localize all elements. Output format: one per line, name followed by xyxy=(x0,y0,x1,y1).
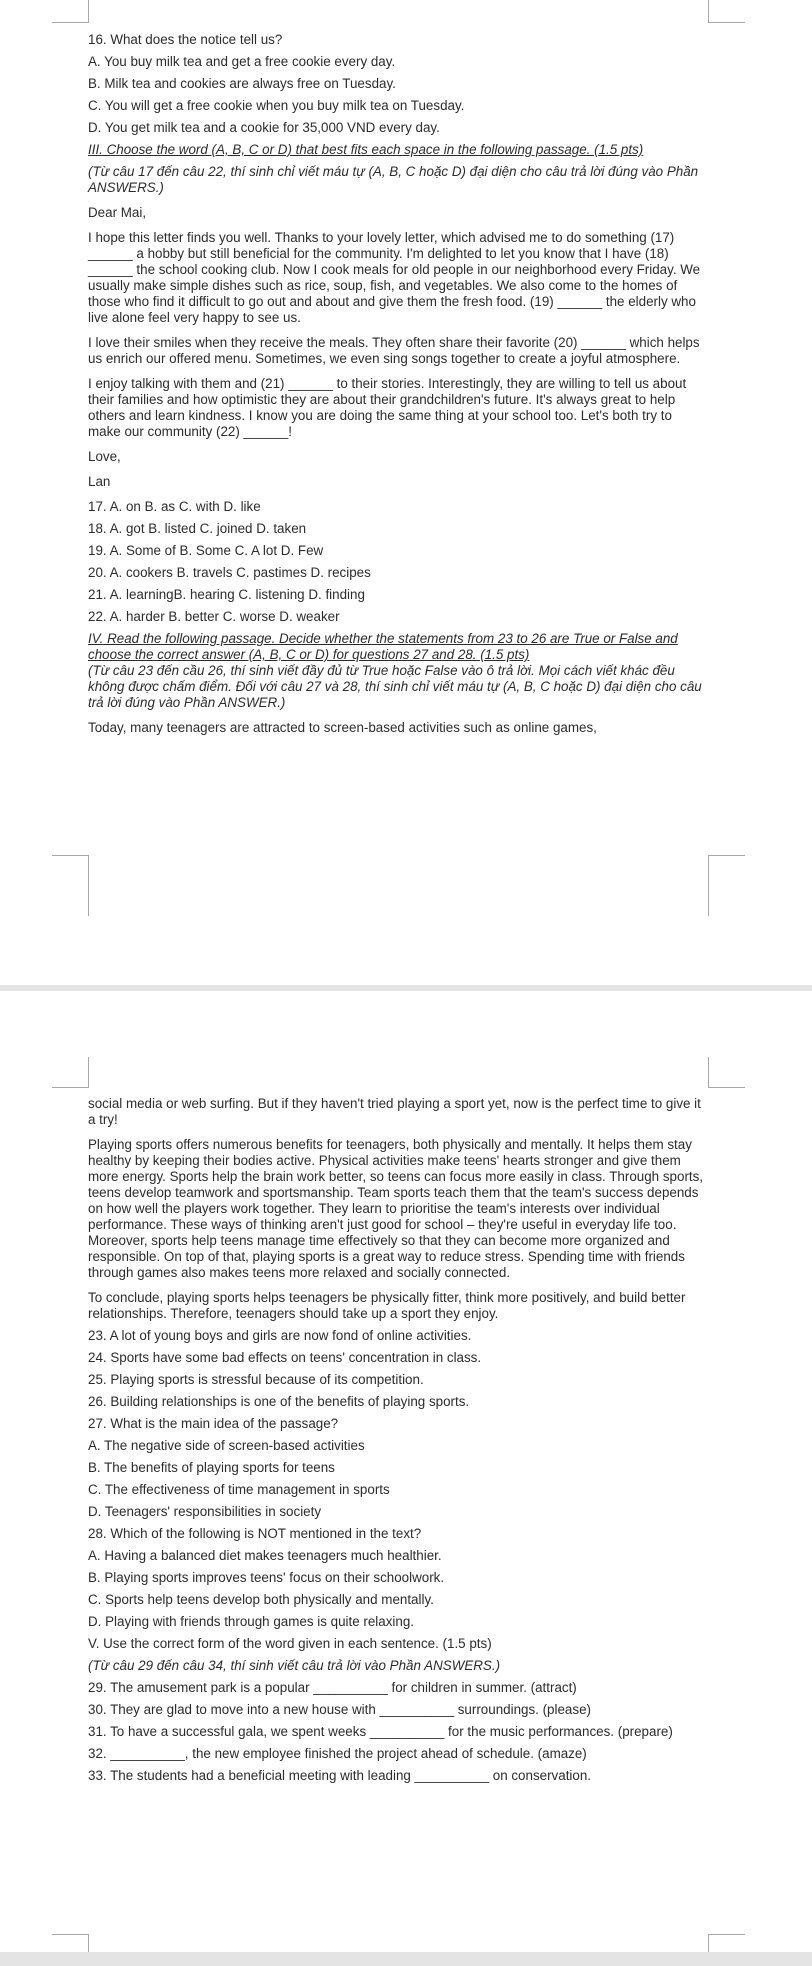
section-5-instruction: (Từ câu 29 đến câu 34, thí sinh viết câu trả lời vào Phần ANSWERS.) xyxy=(88,1658,501,1673)
q28-option-d: D. Playing with friends through games is quite relaxing. xyxy=(88,1614,415,1629)
answer-option-22: 22. A. harder B. better C. worse D. weaker xyxy=(88,609,340,624)
section-3-instruction: (Từ câu 17 đến câu 22, thí sinh chỉ viết máu tự (A, B, C hoặc D) đại diện cho câu trả lời đúng vào Phần ANSWERS.) xyxy=(88,164,699,195)
statement-25: 25. Playing sports is stressful because of its competition. xyxy=(88,1372,424,1387)
question-16: 16. What does the notice tell us? xyxy=(88,32,283,47)
statement-26: 26. Building relationships is one of the benefits of playing sports. xyxy=(88,1394,470,1409)
crop-mark-bottom-right xyxy=(708,855,745,916)
crop-mark-bottom-left xyxy=(52,1934,89,1952)
word-form-31: 31. To have a successful gala, we spent weeks __________ for the music performances. (prepare) xyxy=(88,1724,673,1739)
q27-option-c: C. The effectiveness of time management in sports xyxy=(88,1482,390,1497)
q27-option-d: D. Teenagers' responsibilities in society xyxy=(88,1504,322,1519)
page-1-content xyxy=(88,32,708,736)
passage-paragraph-2: Playing sports offers numerous benefits for teenagers, both physically and mentally. It helps them stay healthy by keeping their bodies active. Physical activities make teens' hearts stronger and give them more energy. Sports help the brain work better, so teens can focus more easily in class. Through sports, teens develop teamwork and sportsmanship. Team sports teach them that the team's success depends on how well the players work together. They learn to prioritise the team's interests over individual performance. These ways of thinking aren't just good for school – they're useful in everyday life too. Moreover, sports help teens manage time effectively so that they can become more organized and responsible. On top of that, playing sports is a great way to reduce stress. Spending time with friends through games also makes teens more relaxed and socially connected. xyxy=(88,1137,704,1280)
section-4-heading: IV. Read the following passage. Decide whether the statements from 23 to 26 are True or False and choose the correct answer (A, B, C or D) for questions 27 and 28. (1.5 pts) xyxy=(88,631,678,662)
crop-mark-top-left xyxy=(52,1057,89,1088)
letter-paragraph-3: I enjoy talking with them and (21) ______ to their stories. Interestingly, they are willing to tell us about their families and how optimistic they are about their grandchildren's future. It's always great to help others and learn kindness. I know you are doing the same thing at your school too. Let's both try to make our community (22) ______! xyxy=(88,376,687,439)
page-bottom-gap xyxy=(0,1952,812,1966)
crop-mark-top-left xyxy=(52,0,89,23)
section-5-heading: V. Use the correct form of the word given in each sentence. (1.5 pts) xyxy=(88,1636,492,1651)
letter-greeting: Dear Mai, xyxy=(88,205,147,220)
crop-mark-bottom-left xyxy=(52,855,89,916)
q28-option-b: B. Playing sports improves teens' focus on their schoolwork. xyxy=(88,1570,445,1585)
letter-paragraph-2: I love their smiles when they receive the meals. They often share their favorite (20) ______ which helps us enrich our offered menu. Sometimes, we even sing songs together to create a joyful atmosphere. xyxy=(88,335,700,366)
q16-option-c: C. You will get a free cookie when you buy milk tea on Tuesday. xyxy=(88,98,465,113)
passage-paragraph-3: To conclude, playing sports helps teenagers be physically fitter, think more positively, and build better relationships. Therefore, teenagers should take up a sport they enjoy. xyxy=(88,1290,686,1321)
passage-paragraph-1: social media or web surfing. But if they haven't tried playing a sport yet, now is the perfect time to give it a try! xyxy=(88,1096,701,1127)
answer-option-20: 20. A. cookers B. travels C. pastimes D. recipes xyxy=(88,565,371,580)
crop-mark-top-right xyxy=(708,0,745,23)
section-3-heading: III. Choose the word (A, B, C or D) that best fits each space in the following passage. (1.5 pts) xyxy=(88,142,644,157)
answer-option-18: 18. A. got B. listed C. joined D. taken xyxy=(88,521,307,536)
statement-24: 24. Sports have some bad effects on teens' concentration in class. xyxy=(88,1350,482,1365)
word-form-33: 33. The students had a beneficial meeting with leading __________ on conservation. xyxy=(88,1768,592,1783)
crop-mark-bottom-right xyxy=(708,1934,745,1952)
answer-option-21: 21. A. learningB. hearing C. listening D. finding xyxy=(88,587,365,602)
section-4-instruction: (Từ câu 23 đến cầu 26, thí sinh viết đầy đủ từ True hoặc False vào ô trả lời. Mọi cách viết khác đều không được chấm điểm. Đối với câu 27 và 28, thí sinh chỉ viết máu tự (A, B, C hoặc D) đại diện cho câu trả lời đúng vào Phần ANSWER.) xyxy=(88,663,702,710)
question-27: 27. What is the main idea of the passage? xyxy=(88,1416,339,1431)
word-form-32: 32. __________, the new employee finished the project ahead of schedule. (amaze) xyxy=(88,1746,587,1761)
word-form-29: 29. The amusement park is a popular __________ for children in summer. (attract) xyxy=(88,1680,577,1695)
question-28: 28. Which of the following is NOT mentioned in the text? xyxy=(88,1526,422,1541)
q28-option-c: C. Sports help teens develop both physically and mentally. xyxy=(88,1592,434,1607)
q16-option-a: A. You buy milk tea and get a free cookie every day. xyxy=(88,54,396,69)
page-2-content xyxy=(88,1096,708,1784)
q28-option-a: A. Having a balanced diet makes teenagers much healthier. xyxy=(88,1548,442,1563)
q27-option-a: A. The negative side of screen-based activities xyxy=(88,1438,365,1453)
letter-paragraph-1: I hope this letter finds you well. Thanks to your lovely letter, which advised me to do something (17) ______ a hobby but still beneficial for the community. I'm delighted to let you know that I have (18) ______ the school cooking club. Now I cook meals for old people in our neighborhood every Friday. We usually make simple dishes such as rice, soup, fish, and vegetables. We also come to the homes of those who find it difficult to go out and about and give them the fresh food. (19) ______ the elderly who live alone feel very happy to see us. xyxy=(88,230,701,325)
letter-signature: Lan xyxy=(88,474,111,489)
q27-option-b: B. The benefits of playing sports for teens xyxy=(88,1460,335,1475)
word-form-30: 30. They are glad to move into a new house with __________ surroundings. (please) xyxy=(88,1702,591,1717)
statement-23: 23. A lot of young boys and girls are now fond of online activities. xyxy=(88,1328,472,1343)
passage-start: Today, many teenagers are attracted to screen-based activities such as online games, xyxy=(88,720,597,735)
answer-option-17: 17. A. on B. as C. with D. like xyxy=(88,499,261,514)
answer-option-19: 19. A. Some of B. Some C. A lot D. Few xyxy=(88,543,324,558)
document-page-2 xyxy=(0,991,812,1952)
q16-option-d: D. You get milk tea and a cookie for 35,000 VND every day. xyxy=(88,120,440,135)
q16-option-b: B. Milk tea and cookies are always free on Tuesday. xyxy=(88,76,396,91)
crop-mark-top-right xyxy=(708,1057,745,1088)
letter-closing: Love, xyxy=(88,449,121,464)
